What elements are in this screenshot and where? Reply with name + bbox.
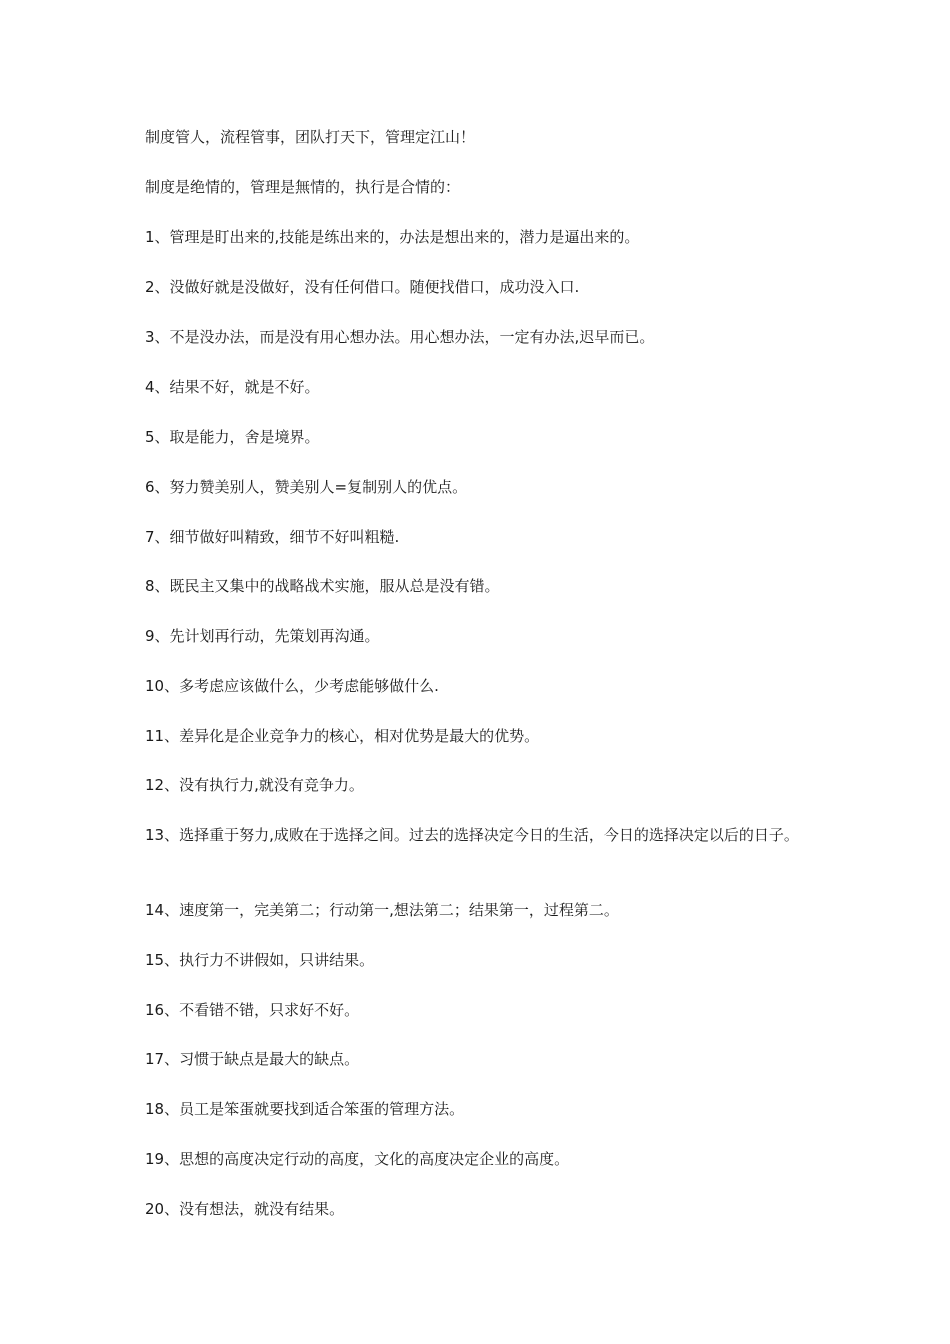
list-item: 10、多考虑应该做什么，少考虑能够做什么. <box>145 677 439 695</box>
list-item: 15、执行力不讲假如，只讲结果。 <box>145 951 375 969</box>
list-item: 6、努力赞美别人，赞美别人=复制别人的优点。 <box>145 478 468 496</box>
list-item: 3、不是没办法，而是没有用心想办法。用心想办法，一定有办法,迟早而已。 <box>145 328 655 346</box>
list-item: 16、不看错不错，只求好不好。 <box>145 1001 360 1019</box>
list-item: 20、没有想法，就没有结果。 <box>145 1200 345 1218</box>
list-item: 7、细节做好叫精致，细节不好叫粗糙. <box>145 528 400 546</box>
list-item: 12、没有执行力,就没有竞争力。 <box>145 776 364 794</box>
list-item: 19、思想的高度决定行动的高度，文化的高度决定企业的高度。 <box>145 1150 570 1168</box>
list-item: 8、既民主又集中的战略战术实施，服从总是没有错。 <box>145 577 500 595</box>
list-item: 14、速度第一，完美第二；行动第一,想法第二；结果第一，过程第二。 <box>145 901 619 919</box>
list-item: 18、员工是笨蛋就要找到适合笨蛋的管理方法。 <box>145 1100 465 1118</box>
list-item: 11、差异化是企业竞争力的核心，相对优势是最大的优势。 <box>145 727 540 745</box>
list-item: 13、选择重于努力,成败在于选择之间。过去的选择决定今日的生活，今日的选择决定以后的日子。 <box>145 826 799 844</box>
document-intro: 制度是绝情的，管理是無情的，执行是合情的： <box>145 178 461 196</box>
list-item: 2、没做好就是没做好，没有任何借口。随便找借口，成功没入口. <box>145 278 580 296</box>
list-item: 1、管理是盯出来的,技能是练出来的，办法是想出来的，潜力是逼出来的。 <box>145 228 640 246</box>
list-item: 4、结果不好，就是不好。 <box>145 378 320 396</box>
document-title: 制度管人，流程管事，团队打天下，管理定江山！ <box>145 128 476 146</box>
list-item: 5、取是能力，舍是境界。 <box>145 428 320 446</box>
list-item: 17、习惯于缺点是最大的缺点。 <box>145 1050 360 1068</box>
list-item: 9、先计划再行动，先策划再沟通。 <box>145 627 380 645</box>
